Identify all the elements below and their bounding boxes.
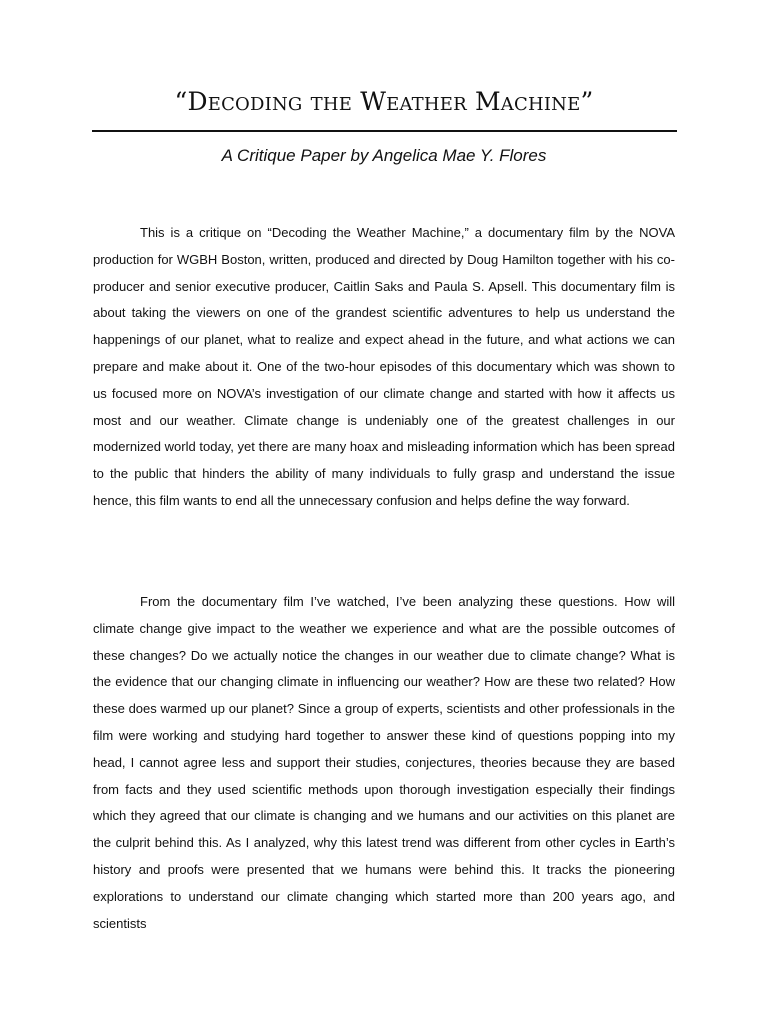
body-paragraph-1: This is a critique on “Decoding the Weather Machine,” a documentary film by the NOVA production for WGBH Boston, written, produced and directed by Doug Hamilton together with his co-producer and senior executive producer, Caitlin Saks and Paula S. Apsell. This documentary film is about taking the viewers on one of the grandest scientific adventures to help us understand the happenings of our planet, what to realize and expect ahead in the future, and what actions we can prepare and make about it. One of the two-hour episodes of this documentary which was shown to us focused more on NOVA’s investigation of our climate change and started with how it affects us most and our weather. Climate change is undeniably one of the greatest challenges in our modernized world today, yet there are many hoax and misleading information which has been spread to the public that hinders the ability of many individuals to fully grasp and understand the issue hence, this film wants to end all the unnecessary confusion and helps define the way forward. (93, 225, 675, 508)
document-title: “Decoding the Weather Machine” (174, 87, 594, 116)
document-subtitle: A Critique Paper by Angelica Mae Y. Flores (221, 146, 547, 165)
title-divider (92, 130, 677, 132)
body-paragraph-2: From the documentary film I’ve watched, I’ve been analyzing these questions. How will climate change give impact to the weather we experience and what are the possible outcomes of these changes? Do we actually notice the changes in our weather due to climate change? What is the evidence that our changing climate in influencing our weather? How are these two related? How these does warmed up our planet? Since a group of experts, scientists and other professionals in the film were working and studying hard together to answer these kind of questions popping into my head, I cannot agree less and support their studies, conjectures, theories because they are based from facts and they used scientific methods upon thorough investigation especially their findings which they agreed that our climate is changing and we humans and our activities on this planet are the culprit behind this. As I analyzed, why this latest trend was different from other cycles in Earth’s history and proofs were presented that we humans were behind this. It tracks the pioneering explorations to understand our climate changing which started more than 200 years ago, and scientists (93, 594, 675, 931)
